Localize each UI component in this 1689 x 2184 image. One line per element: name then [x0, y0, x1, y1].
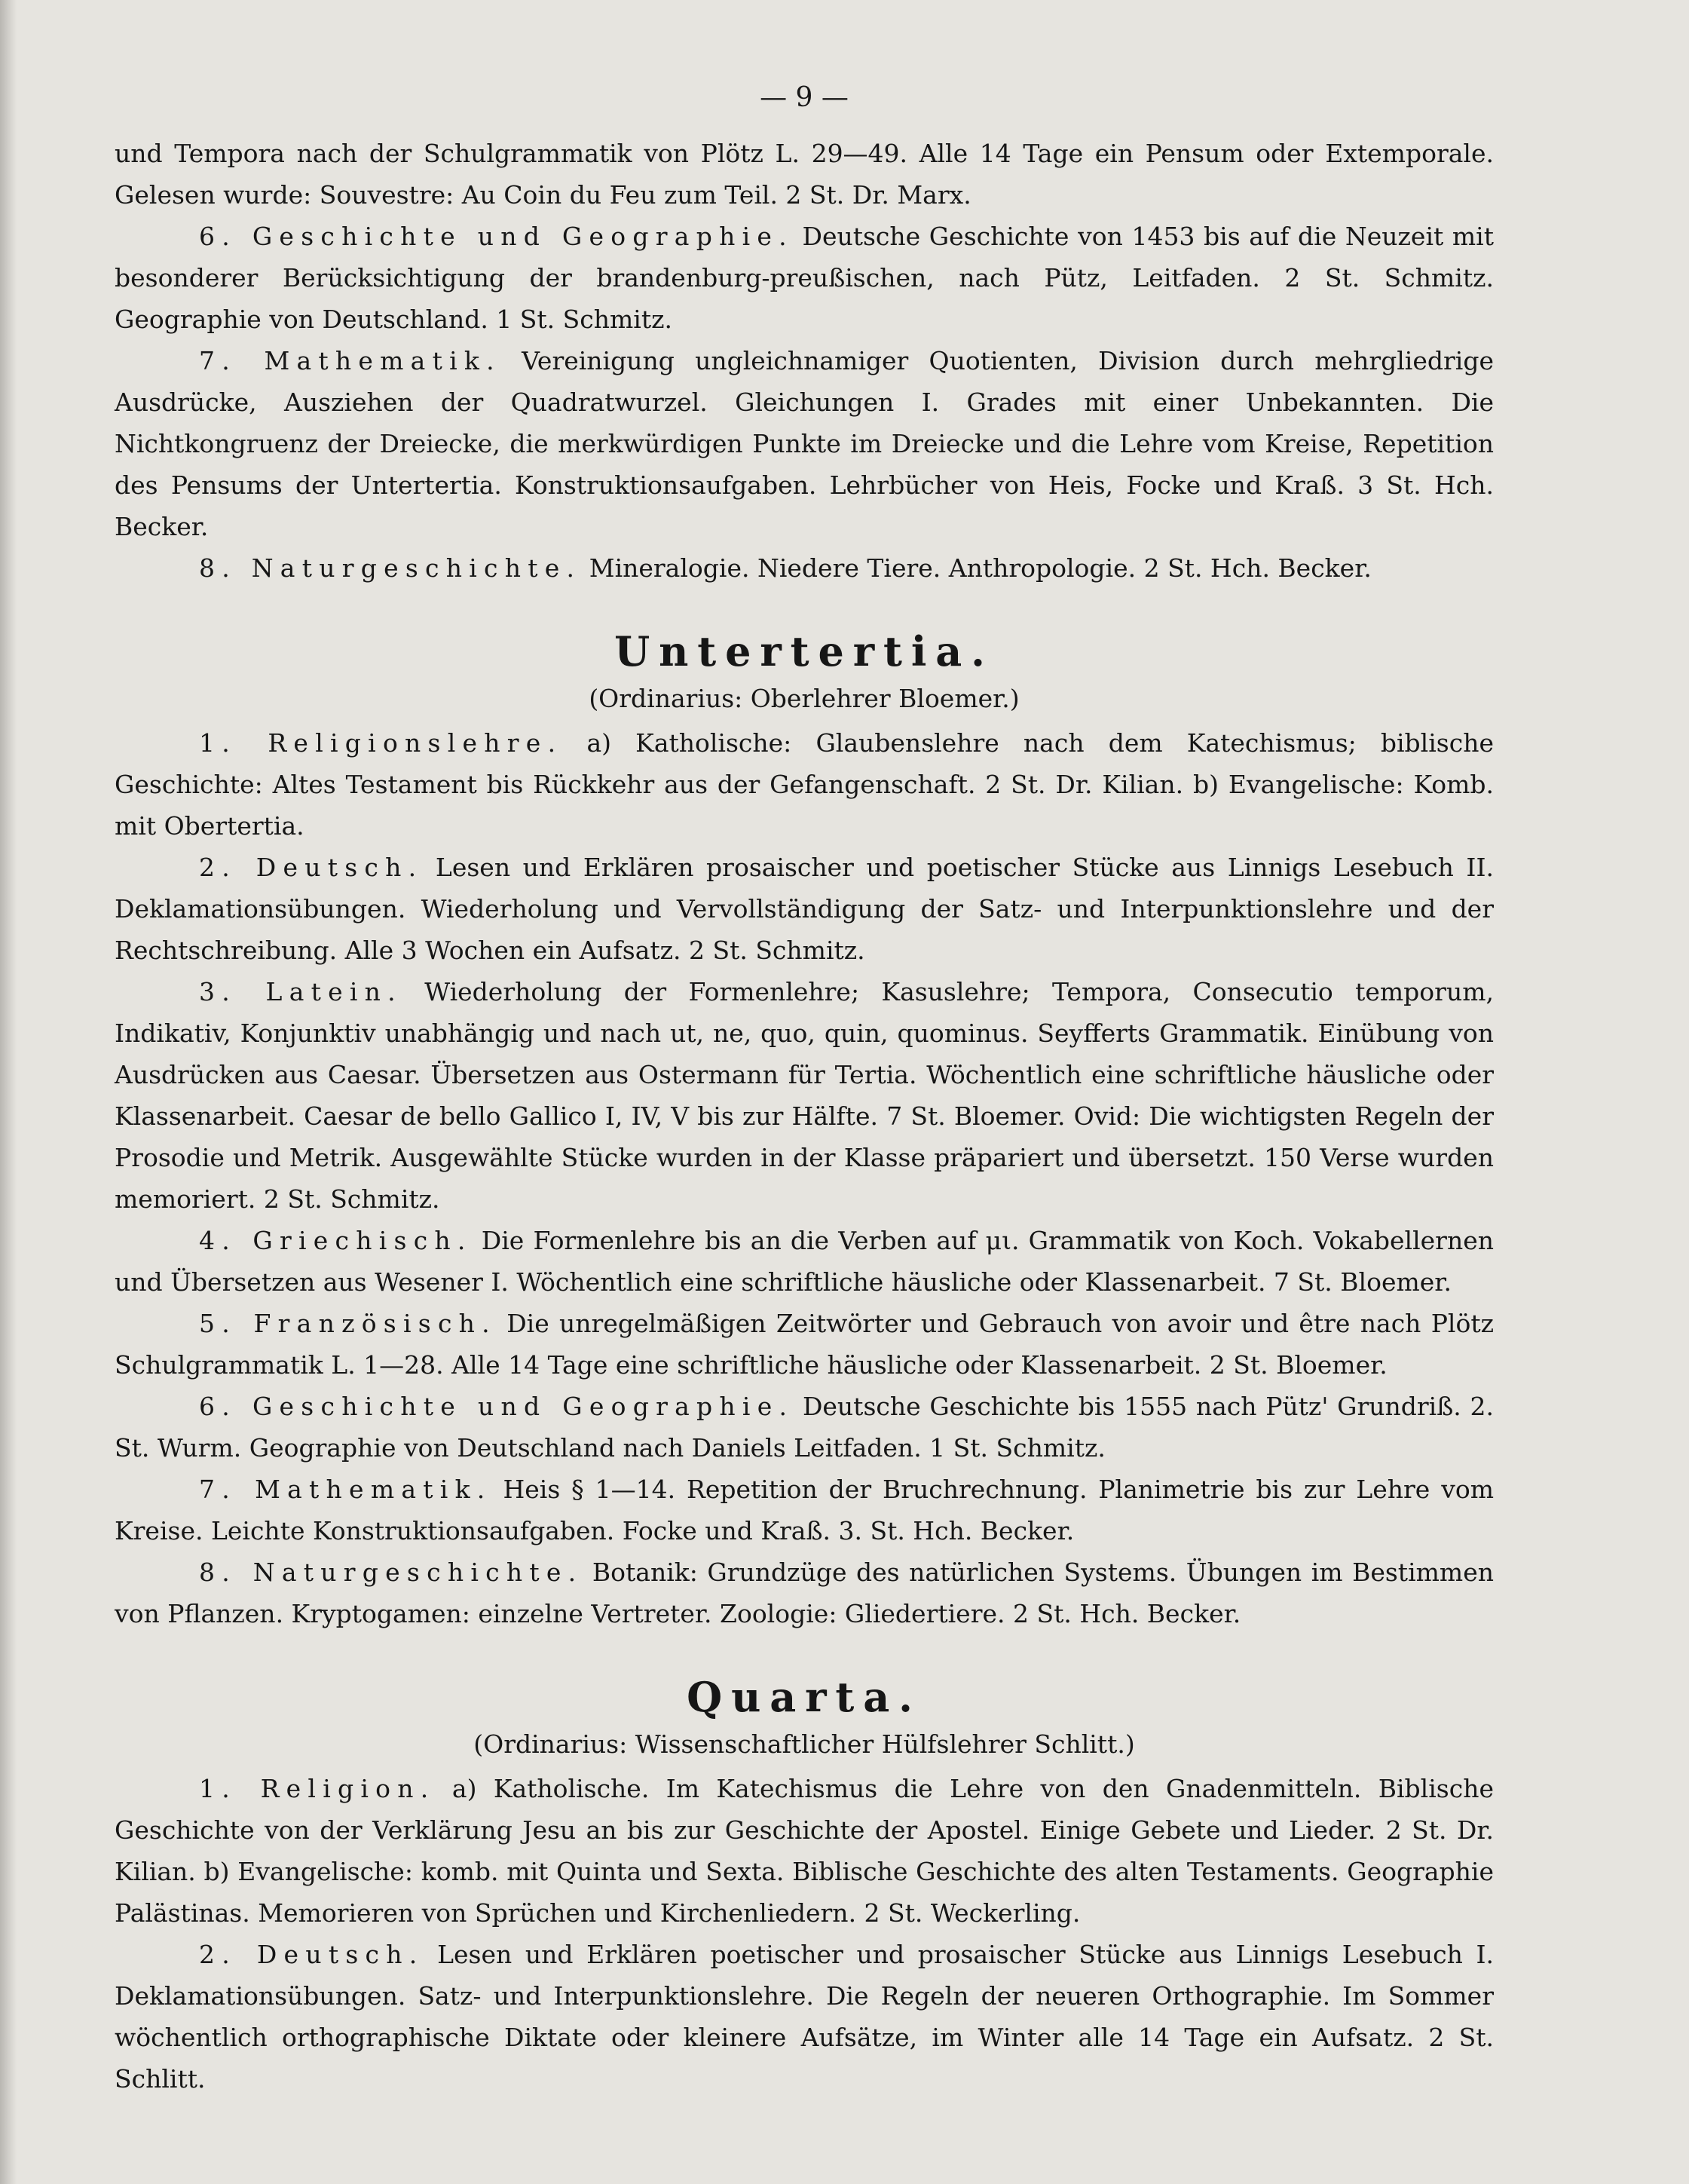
subject-label: 2. Deutsch.	[199, 853, 424, 882]
subject-label: 6. Geschichte und Geographie.	[199, 1392, 794, 1421]
section-heading: Quarta.	[687, 1673, 922, 1721]
sections	[115, 216, 1494, 2100]
subject-text: Die unregelmäßigen Zeitwörter und Gebrauch von avoir und être nach Plötz Schulgrammatik L. 1—28. Alle 14 Tage eine schriftliche häusliche oder Klassenarbeit. 2 St. Bloemer.	[115, 1309, 1494, 1380]
subject-paragraph	[115, 340, 1494, 547]
subject-paragraph	[115, 722, 1494, 847]
subject-paragraph	[115, 547, 1494, 589]
subject-paragraph	[115, 1469, 1494, 1551]
subject-paragraph	[115, 847, 1494, 971]
subject-paragraph	[115, 1220, 1494, 1303]
page-edge-shadow	[0, 0, 17, 2184]
section	[115, 1671, 1494, 2100]
subject-label: 4. Griechisch.	[199, 1226, 473, 1255]
subject-text: Wiederholung der Formenlehre; Kasuslehre; Tempora, Consecutio temporum, Indikativ, Konjunktiv unabhängig und nach ut, ne, quo, quin, quominus. Seyfferts Grammatik. Einübung von Ausdrücken aus Caesar. Übersetzen aus Ostermann für Tertia. Wöchentlich eine schriftliche häusliche oder Klassenarbeit. Caesar de bello Gallico I, IV, V bis zur Hälfte. 7 St. Bloemer. Ovid: Die wichtigsten Regeln der Prosodie und Metrik. Ausgewählte Stücke wurden in der Klasse präpariert und übersetzt. 150 Verse wurden memoriert. 2 St. Schmitz.	[115, 977, 1494, 1214]
section-heading: Untertertia.	[614, 627, 994, 675]
subject-text: Deutsche Geschichte von 1453 bis auf die Neuzeit mit besonderer Berücksichtigung der brandenburg-preußischen, nach Pütz, Leitfaden. 2 St. Schmitz. Geographie von Deutschland. 1 St. Schmitz.	[115, 222, 1494, 334]
subject-text: a) Katholische: Glaubenslehre nach dem Katechismus; biblische Geschichte: Altes Testament bis Rückkehr aus der Gefangenschaft. 2 St. Dr. Kilian. b) Evangelische: Komb. mit Obertertia.	[115, 728, 1494, 841]
subject-paragraph	[115, 1551, 1494, 1634]
subject-paragraph	[115, 971, 1494, 1220]
subject-label: 5. Französisch.	[199, 1309, 497, 1338]
subject-text: Die Formenlehre bis an die Verben auf μι. Grammatik von Koch. Vokabellernen und Übersetzen aus Wesener I. Wöchentlich eine schriftliche häusliche oder Klassenarbeit. 7 St. Bloemer.	[115, 1226, 1494, 1297]
subject-text: Lesen und Erklären poetischer und prosaischer Stücke aus Linnigs Lesebuch I. Deklamationsübungen. Satz- und Interpunktionslehre. Die Regeln der neueren Orthographie. Im Sommer wöchentlich orthographische Diktate oder kleinere Aufsätze, im Winter alle 14 Tage ein Aufsatz. 2 St. Schlitt.	[115, 1940, 1494, 2094]
subject-label: 7. Mathematik.	[199, 346, 501, 375]
subject-text: Heis § 1—14. Repetition der Bruchrechnung. Planimetrie bis zur Lehre vom Kreise. Leichte Konstruktionsaufgaben. Focke und Kraß. 3. St. Hch. Becker.	[115, 1475, 1494, 1545]
subject-label: 8. Naturgeschichte.	[199, 553, 582, 583]
subject-label: 1. Religion.	[199, 1774, 436, 1803]
subject-label: 8. Naturgeschichte.	[199, 1558, 583, 1587]
section-ordinarius: (Ordinarius: Wissenschaftlicher Hülfslehrer Schlitt.)	[473, 1729, 1135, 1759]
subject-text: Vereinigung ungleichnamiger Quotienten, Division durch mehrgliedrige Ausdrücke, Ausziehen der Quadratwurzel. Gleichungen I. Grades mit einer Unbekannten. Die Nichtkongruenz der Dreiecke, die merkwürdigen Punkte im Dreiecke und die Lehre vom Kreise, Repetition des Pensums der Untertertia. Konstruktionsaufgaben. Lehrbücher von Heis, Focke und Kraß. 3 St. Hch. Becker.	[115, 346, 1494, 541]
subject-text: Botanik: Grundzüge des natürlichen Systems. Übungen im Bestimmen von Pflanzen. Kryptogamen: einzelne Vertreter. Zoologie: Gliedertiere. 2 St. Hch. Becker.	[115, 1558, 1494, 1628]
subject-paragraph	[115, 1303, 1494, 1386]
page-number: — 9 —	[760, 82, 849, 113]
document-body	[115, 75, 1494, 2100]
subject-text: Deutsche Geschichte bis 1555 nach Pütz' Grundriß. 2. St. Wurm. Geographie von Deutschland nach Daniels Leitfaden. 1 St. Schmitz.	[115, 1392, 1494, 1463]
subject-paragraph	[115, 1768, 1494, 1934]
subject-label: 7. Mathematik.	[199, 1475, 492, 1504]
subject-text: a) Katholische. Im Katechismus die Lehre von den Gnadenmitteln. Biblische Geschichte von der Verklärung Jesu an bis zur Geschichte der Apostel. Einige Gebete und Lieder. 2 St. Dr. Kilian. b) Evangelische: komb. mit Quinta und Sexta. Biblische Geschichte des alten Testaments. Geographie Palästinas. Memorieren von Sprüchen und Kirchenliedern. 2 St. Weckerling.	[115, 1774, 1494, 1928]
subject-label: 3. Latein.	[199, 977, 402, 1006]
subject-paragraph	[115, 1934, 1494, 2100]
subject-label: 6. Geschichte und Geographie.	[199, 222, 794, 251]
intro-continuation	[115, 133, 1494, 216]
subject-paragraph	[115, 1386, 1494, 1469]
subject-label: 1. Religionslehre.	[199, 728, 563, 758]
section-ordinarius: (Ordinarius: Oberlehrer Bloemer.)	[589, 684, 1020, 713]
subject-paragraph	[115, 216, 1494, 340]
section	[115, 216, 1494, 589]
subject-text: Mineralogie. Niedere Tiere. Anthropologie. 2 St. Hch. Becker.	[589, 553, 1372, 583]
intro-paragraph: und Tempora nach der Schulgrammatik von Plötz L. 29—49. Alle 14 Tage ein Pensum oder Extemporale. Gelesen wurde: Souvestre: Au Coin du Feu zum Teil. 2 St. Dr. Marx.	[115, 139, 1494, 210]
section	[115, 625, 1494, 1634]
subject-text: Lesen und Erklären prosaischer und poetischer Stücke aus Linnigs Lesebuch II. Deklamationsübungen. Wiederholung und Vervollständigung der Satz- und Interpunktionslehre und der Rechtschreibung. Alle 3 Wochen ein Aufsatz. 2 St. Schmitz.	[115, 853, 1494, 965]
subject-label: 2. Deutsch.	[199, 1940, 424, 1969]
